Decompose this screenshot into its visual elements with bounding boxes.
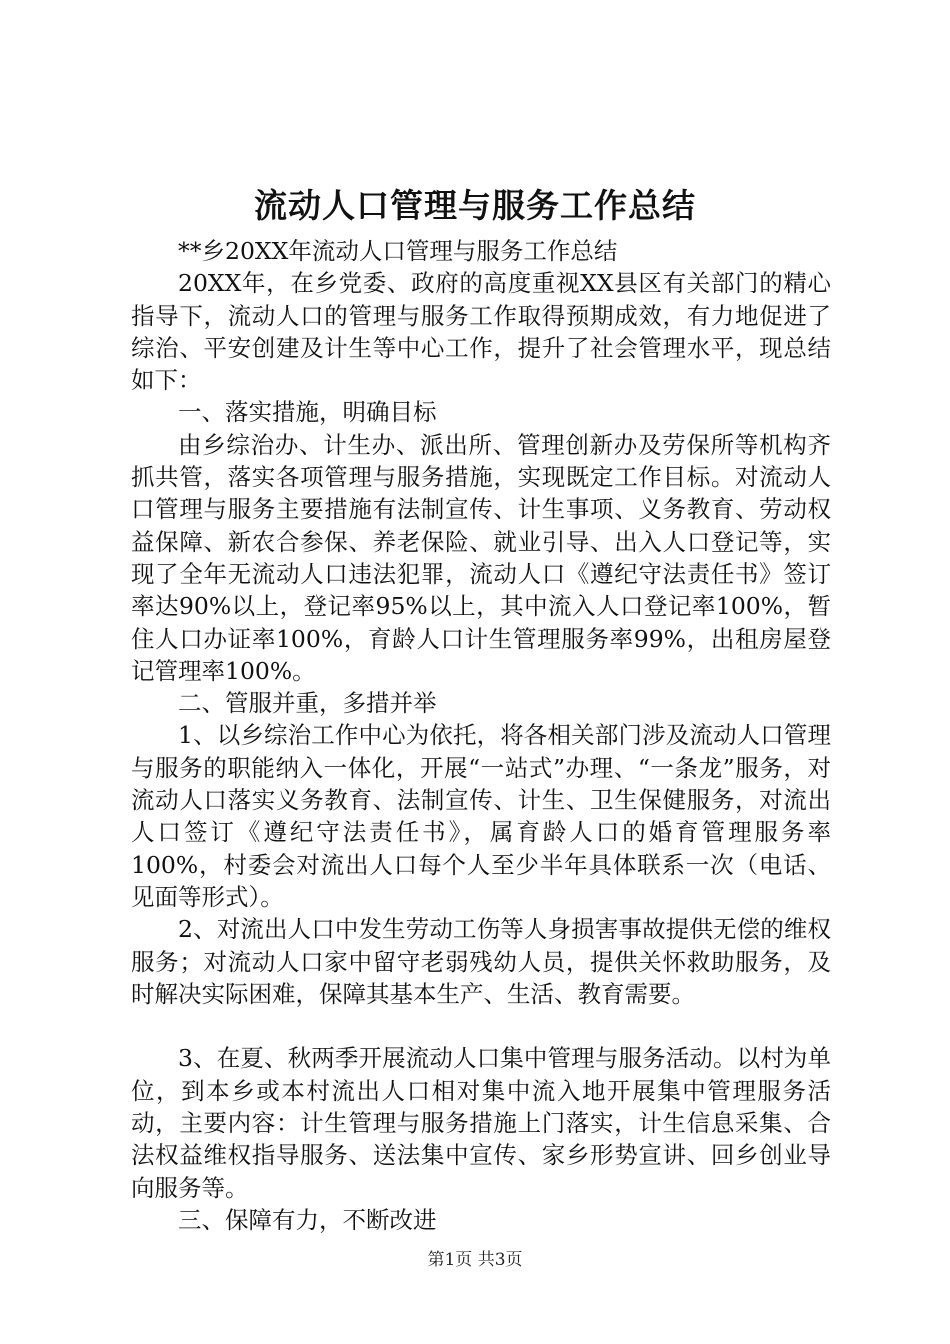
document-title: 流动人口管理与服务工作总结: [254, 186, 696, 225]
item-1-paragraph: 1、以乡综治工作中心为依托，将各相关部门涉及流动人口管理与服务的职能纳入一体化，开展“一站式”办理、“一条龙”服务，对流动人口落实义务教育、法制宣传、计生、卫生保健服务，对流出人口签订《遵纪守法责任书》，属育龄人口的婚育管理服务率100%，村委会对流出人口每个人至少半年具体联系一次（电话、见面等形式）。: [131, 721, 831, 911]
section-1-paragraph: 由乡综治办、计生办、派出所、管理创新办及劳保所等机构齐抓共管，落实各项管理与服务措施，实现既定工作目标。对流动人口管理与服务主要措施有法制宣传、计生事项、义务教育、劳动权益保障、新农合参保、养老保险、就业引导、出入人口登记等，实现了全年无流动人口违法犯罪，流动人口《遵纪守法责任书》签订率达90%以上，登记率95%以上，其中流入人口登记率100%，暂住人口办证率100%，育龄人口计生管理服务率99%，出租房屋登记管理率100%。: [131, 430, 831, 685]
subtitle-paragraph: **乡20XX年流动人口管理与服务工作总结: [178, 237, 618, 265]
page-number-footer: 第1页 共3页: [427, 1250, 523, 1270]
section-heading-3: 三、保障有力，不断改进: [178, 1205, 437, 1234]
item-2-paragraph: 2、对流出人口中发生劳动工伤等人身损害事故提供无偿的维权服务；对流动人口家中留守老弱残幼人员，提供关怀救助服务，及时解决实际困难，保障其基本生产、生活、教育需要。: [131, 915, 831, 1008]
document-body: [131, 235, 831, 1236]
intro-paragraph: 20XX年，在乡党委、政府的高度重视XX县区有关部门的精心指导下，流动人口的管理与服务工作取得预期成效，有力地促进了综治、平安创建及计生等中心工作，提升了社会管理水平，现总结如下：: [131, 269, 831, 395]
section-heading-2: 二、管服并重，多措并举: [178, 689, 437, 718]
blank-line: [131, 1010, 831, 1042]
section-heading-1: 一、落实措施，明确目标: [178, 398, 437, 427]
item-3-paragraph: 3、在夏、秋两季开展流动人口集中管理与服务活动。以村为单位，到本乡或本村流出人口相对集中流入地开展集中管理服务活动，主要内容：计生管理与服务措施上门落实，计生信息采集、合法权益维权指导服务、送法集中宣传、家乡形势宣讲、回乡创业导向服务等。: [131, 1044, 831, 1202]
